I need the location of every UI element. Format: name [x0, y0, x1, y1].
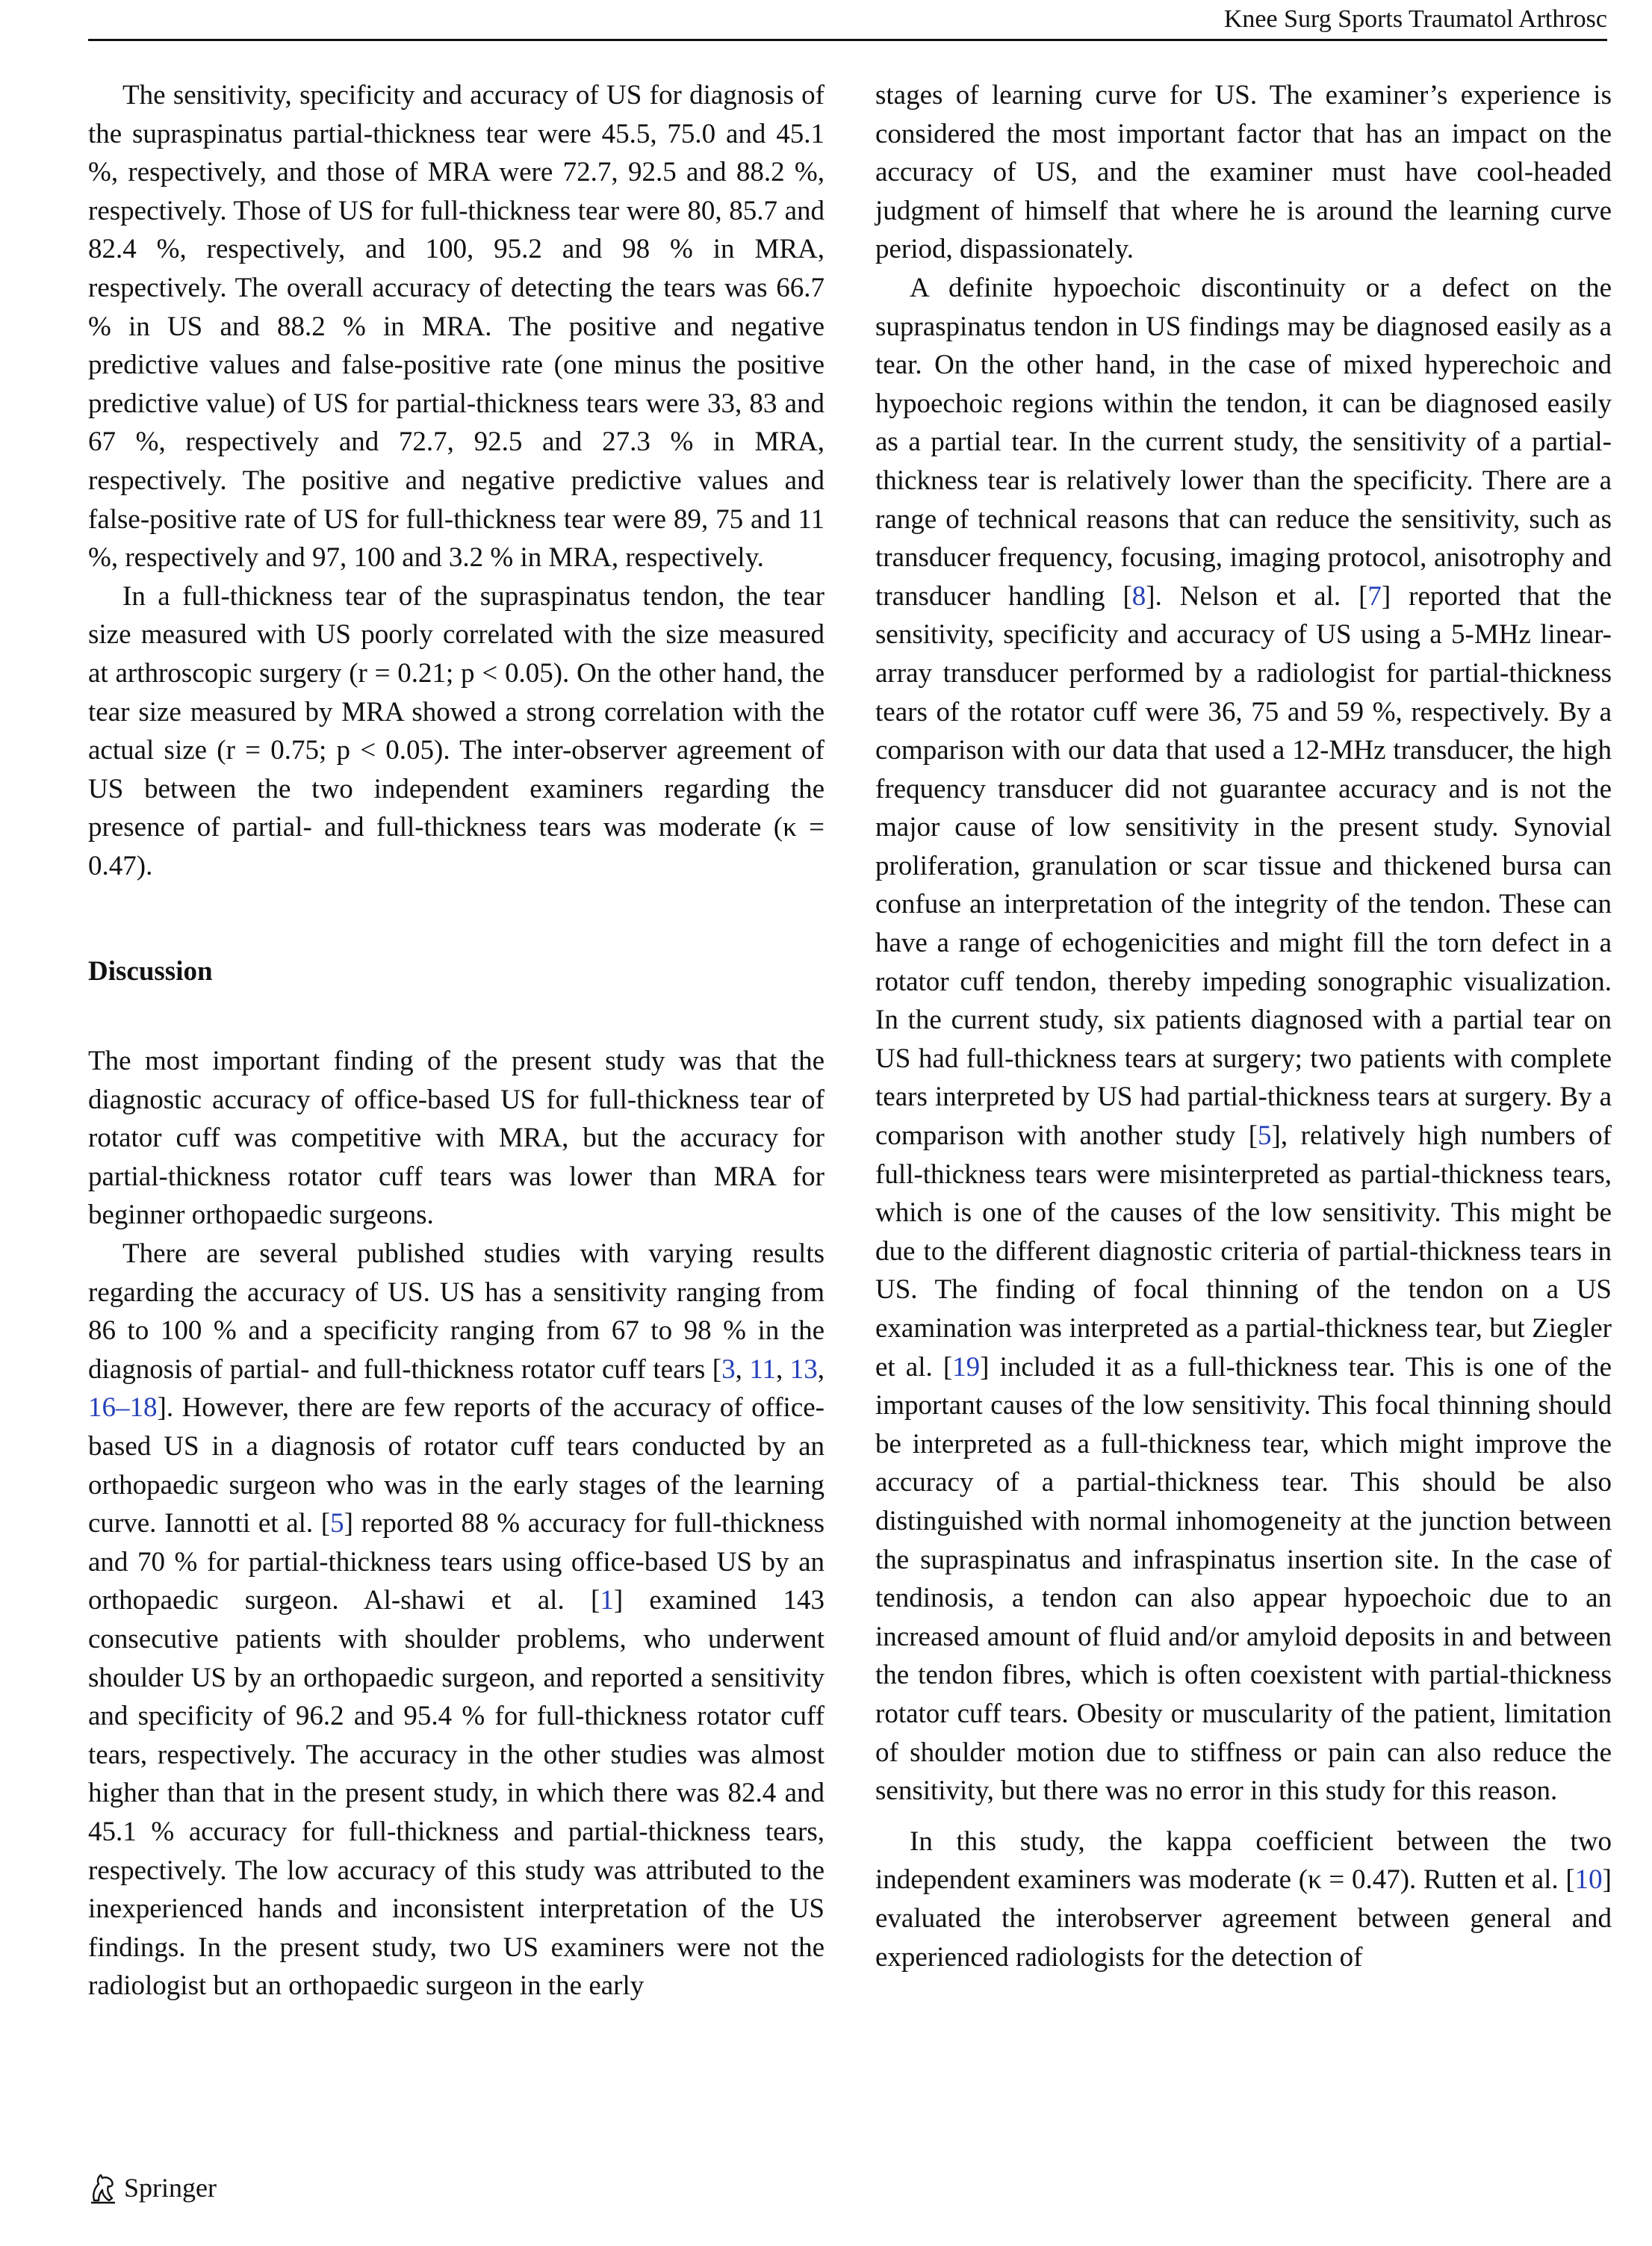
left-column	[88, 76, 825, 2005]
results-paragraph-accuracy: The sensitivity, specificity and accuracy of US for diagnosis of the supraspinatus partial-thickness tear were 45.5, 75.0 and 45.1 %, respectively, and those of MRA were 72.7, 92.5 and 88.2 %, respectively. Those of US for full-thickness tear were 80, 85.7 and 82.4 %, respectively, and 100, 95.2 and 98 % in MRA, respectively. The overall accuracy of detecting the tears was 66.7 % in US and 88.2 % in MRA. The positive and negative predictive values and false-positive rate (one minus the positive predictive value) of US for partial-thickness tears were 33, 83 and 67 %, respectively and 72.7, 92.5 and 27.3 % in MRA, respectively. The positive and negative predictive values and false-positive rate of US for full-thickness tear were 89, 75 and 11 %, respectively and 97, 100 and 3.2 % in MRA, respectively.	[88, 80, 825, 574]
discussion-paragraph-kappa	[875, 1822, 1612, 1976]
text-run: There are several published studies with varying results regarding the accuracy of US. US has a sensitivity ranging from 86 to 100 % and a specificity ranging from 67 to 98 % in the diagnosis of partial- and full-thickness rotator cuff tears [	[88, 1238, 825, 1385]
citation-link[interactable]: 11	[749, 1353, 776, 1385]
publisher-name: Springer	[124, 2173, 217, 2203]
page-footer	[88, 2171, 217, 2205]
discussion-paragraph-published-studies	[88, 1235, 825, 2005]
springer-horse-icon	[88, 2171, 118, 2205]
citation-link[interactable]: 16–18	[88, 1392, 158, 1424]
citation-link[interactable]: 13	[789, 1353, 818, 1385]
text-run: ] reported that the sensitivity, specificity and accuracy of US using a 5-MHz linear-array transducer performed by a radiologist for partial-thickness tears of the rotator cuff were 36, 75 and 59 %, respectively. By a comparison with our data that used a 12-MHz transducer, the high frequency transducer did not guarantee accuracy and is not the major cause of low sensitivity in the present study. Synovial proliferation, granulation or scar tissue and thickened bursa can confuse an interpretation of the integrity of the tendon. These can have a range of echogenicities and might fill the torn defect in a rotator cuff tendon, thereby impeding sonographic visualization. In the current study, six patients diagnosed with a partial tear on US had full-thickness tears at surgery; two patients with complete tears interpreted by US had partial-thickness tears at surgery. By a comparison with another study [	[875, 580, 1612, 1152]
right-column	[875, 76, 1612, 1976]
text-run: ] evaluated the interobserver agreement between general and experienced radiologists for the detection of	[875, 1864, 1612, 1973]
citation-link[interactable]: 3	[721, 1353, 736, 1385]
citation-link[interactable]: 1	[600, 1585, 614, 1616]
text-run: ]. Nelson et al. [	[1146, 580, 1368, 612]
results-paragraph-tear-size: In a full-thickness tear of the supraspinatus tendon, the tear size measured with US poorly correlated with the size measured at arthroscopic surgery (r = 0.21; p < 0.05). On the other hand, the tear size measured by MRA showed a strong correlation with the actual size (r = 0.75; p < 0.05). The inter-observer agreement of US between the two independent examiners regarding the presence of partial- and full-thickness tears was moderate (κ = 0.47).	[88, 580, 825, 881]
text-run: ,	[817, 1353, 825, 1385]
citation-link[interactable]: 5	[1258, 1120, 1272, 1152]
discussion-heading: Discussion	[88, 956, 213, 987]
citation-link[interactable]: 19	[952, 1351, 981, 1383]
text-run: ] examined 143 consecutive patients with shoulder problems, who underwent shoulder US by an orthopaedic surgeon, and reported a sensitivity and specificity of 96.2 and 95.4 % for full-thickness rotator cuff tears, respectively. The accuracy in the other studies was almost higher than that in the present study, in which there was 82.4 and 45.1 % accuracy for full-thickness and partial-thickness tears, respectively. The low accuracy of this study was attributed to the inexperienced hands and inconsistent interpretation of the US findings. In the present study, two US examiners were not the radiologist but an orthopaedic surgeon in the early	[88, 1585, 825, 2002]
text-run: ] included it as a full-thickness tear. This is one of the important causes of the low sensitivity. This focal thinning should be interpreted as a full-thickness tear, which might improve the accuracy of a partial-thickness tear. This should be also distinguished with normal inhomogeneity at the junction between the supraspinatus and infraspinatus insertion site. In the case of tendinosis, a tendon can also appear hypoechoic due to an increased amount of fluid and/or amyloid deposits in and between the tendon fibres, which is often coexistent with partial-thickness rotator cuff tears. Obesity or muscularity of the patient, limitation of shoulder motion due to stiffness or pain can also reduce the sensitivity, but there was no error in this study for this reason.	[875, 1351, 1612, 1807]
text-run: A definite hypoechoic discontinuity or a defect on the supraspinatus tendon in US findings may be diagnosed easily as a tear. On the other hand, in the case of mixed hyperechoic and hypoechoic regions within the tendon, it can be diagnosed easily as a partial tear. In the current study, the sensitivity of a partial-thickness tear is relatively lower than the specificity. There are a range of technical reasons that can reduce the sensitivity, such as transducer frequency, focusing, imaging protocol, anisotrophy and transducer handling [	[875, 272, 1612, 612]
journal-running-header: Knee Surg Sports Traumatol Arthrosc	[1223, 5, 1607, 33]
text-run: ,	[735, 1353, 750, 1385]
discussion-paragraph-hypoechoic	[875, 269, 1612, 1811]
citation-link[interactable]: 7	[1367, 580, 1382, 612]
text-run: ]. However, there are few reports of the accuracy of office-based US in a diagnosis of rotator cuff tears conducted by an orthopaedic surgeon who was in the early stages of the learning curve. Iannotti et al. [	[88, 1392, 825, 1539]
text-run: In this study, the kappa coefficient between the two independent examiners was moderate (κ = 0.47). Rutten et al. [	[875, 1825, 1612, 1896]
header-rule	[88, 39, 1607, 41]
text-run: ] reported 88 % accuracy for full-thickness and 70 % for partial-thickness tears using office-based US by an orthopaedic surgeon. Al-shawi et al. [	[88, 1508, 825, 1616]
text-run: ,	[775, 1353, 790, 1385]
discussion-paragraph-main-finding: The most important finding of the present study was that the diagnostic accuracy of office-based US for full-thickness tear of rotator cuff was competitive with MRA, but the accuracy for partial-thickness rotator cuff tears was lower than MRA for beginner orthopaedic surgeons.	[88, 1046, 825, 1231]
citation-link[interactable]: 8	[1131, 580, 1146, 612]
citation-link[interactable]: 5	[330, 1508, 344, 1539]
text-run: ], relatively high numbers of full-thickness tears were misinterpreted as partial-thickness tears, which is one of the causes of the low sensitivity. This might be due to the different diagnostic criteria of partial-thickness tears in US. The finding of focal thinning of the tendon on a US examination was interpreted as a partial-thickness tear, but Ziegler et al. [	[875, 1120, 1612, 1383]
citation-link[interactable]: 10	[1574, 1864, 1603, 1896]
discussion-paragraph-learning-curve: stages of learning curve for US. The examiner’s experience is considered the most important factor that has an impact on the accuracy of US, and the examiner must have cool-headed judgment of himself that where he is around the learning curve period, dispassionately.	[875, 80, 1612, 265]
